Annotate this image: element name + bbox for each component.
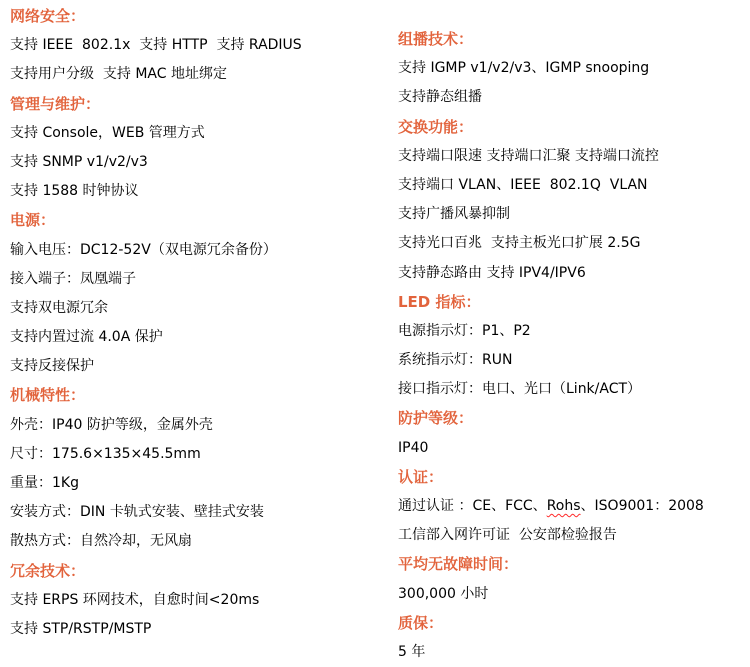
section-heading: 认证： [398, 467, 444, 486]
spec-line: 工信部入网许可证 公安部检验报告 [398, 527, 617, 544]
section-heading: 交换功能： [398, 117, 474, 136]
section-heading: 电源： [10, 211, 56, 230]
spec-line: 支持 STP/RSTP/MSTP [10, 620, 152, 637]
section-heading: LED 指标： [398, 292, 481, 311]
section-heading: 防护等级： [398, 409, 474, 428]
spec-line: 支持广播风暴抑制 [398, 206, 510, 223]
section-heading: 管理与维护： [10, 94, 101, 113]
section-heading: 组播技术： [398, 30, 474, 48]
spec-line: 安装方式：DIN 卡轨式安装、壁挂式安装 [10, 504, 264, 521]
spec-line: 散热方式：自然冷却，无风扇 [10, 533, 192, 550]
spec-line: 支持 Console，WEB 管理方式 [10, 124, 205, 141]
spec-line: 支持端口 VLAN、IEEE 802.1Q VLAN [398, 176, 648, 193]
section-heading: 网络安全： [10, 7, 86, 25]
misspelled-word: Rohs [546, 498, 581, 514]
spec-line: 支持内置过流 4.0A 保护 [10, 329, 163, 346]
spec-line: 5 年 [398, 643, 426, 660]
spec-line: 支持 ERPS 环网技术，自愈时间<20ms [10, 591, 260, 608]
spec-column-left [10, 2, 382, 644]
spec-line: 尺寸：175.6×135×45.5mm [10, 445, 201, 462]
section-heading: 冗余技术： [10, 561, 86, 580]
spec-line: 接口指示灯：电口、光口（Link/ACT） [398, 381, 642, 398]
spec-line: 系统指示灯：RUN [398, 352, 513, 369]
spec-line: 支持光口百兆 支持主板光口扩展 2.5G [398, 235, 641, 252]
spec-line: 重量：1Kg [10, 475, 79, 491]
spec-line: 输入电压：DC12-52V（双电源冗余备份） [10, 241, 277, 258]
spec-line: 通过认证 ：CE、FCC、Rohs、ISO9001：2008 [398, 498, 704, 514]
spec-line: 支持静态组播 [398, 89, 482, 106]
spec-column-right [398, 25, 746, 667]
spec-line: 支持 IEEE 802.1x 支持 HTTP 支持 RADIUS [10, 37, 302, 54]
spec-line: 支持 1588 时钟协议 [10, 183, 139, 200]
spec-line: 支持 SNMP v1/v2/v3 [10, 153, 148, 170]
spec-line: IP40 [398, 439, 429, 456]
section-heading: 质保： [398, 613, 444, 632]
spec-line: 支持用户分级 支持 MAC 地址绑定 [10, 66, 227, 83]
spec-line: 外壳：IP40 防护等级，金属外壳 [10, 416, 213, 433]
spec-line: 支持 IGMP v1/v2/v3、IGMP snooping [398, 60, 650, 77]
spec-line: 支持端口限速 支持端口汇聚 支持端口流控 [398, 147, 659, 164]
section-heading: 机械特性： [10, 386, 86, 405]
spec-line: 接入端子：凤凰端子 [10, 270, 136, 287]
spec-line: 300,000 小时 [398, 585, 489, 602]
spec-line: 支持双电源冗余 [10, 299, 108, 316]
spec-line: 支持静态路由 支持 IPV4/IPV6 [398, 264, 586, 281]
spec-line: 支持反接保护 [10, 358, 94, 375]
section-heading: 平均无故障时间： [398, 555, 519, 574]
spec-line: 电源指示灯：P1、P2 [398, 322, 531, 339]
